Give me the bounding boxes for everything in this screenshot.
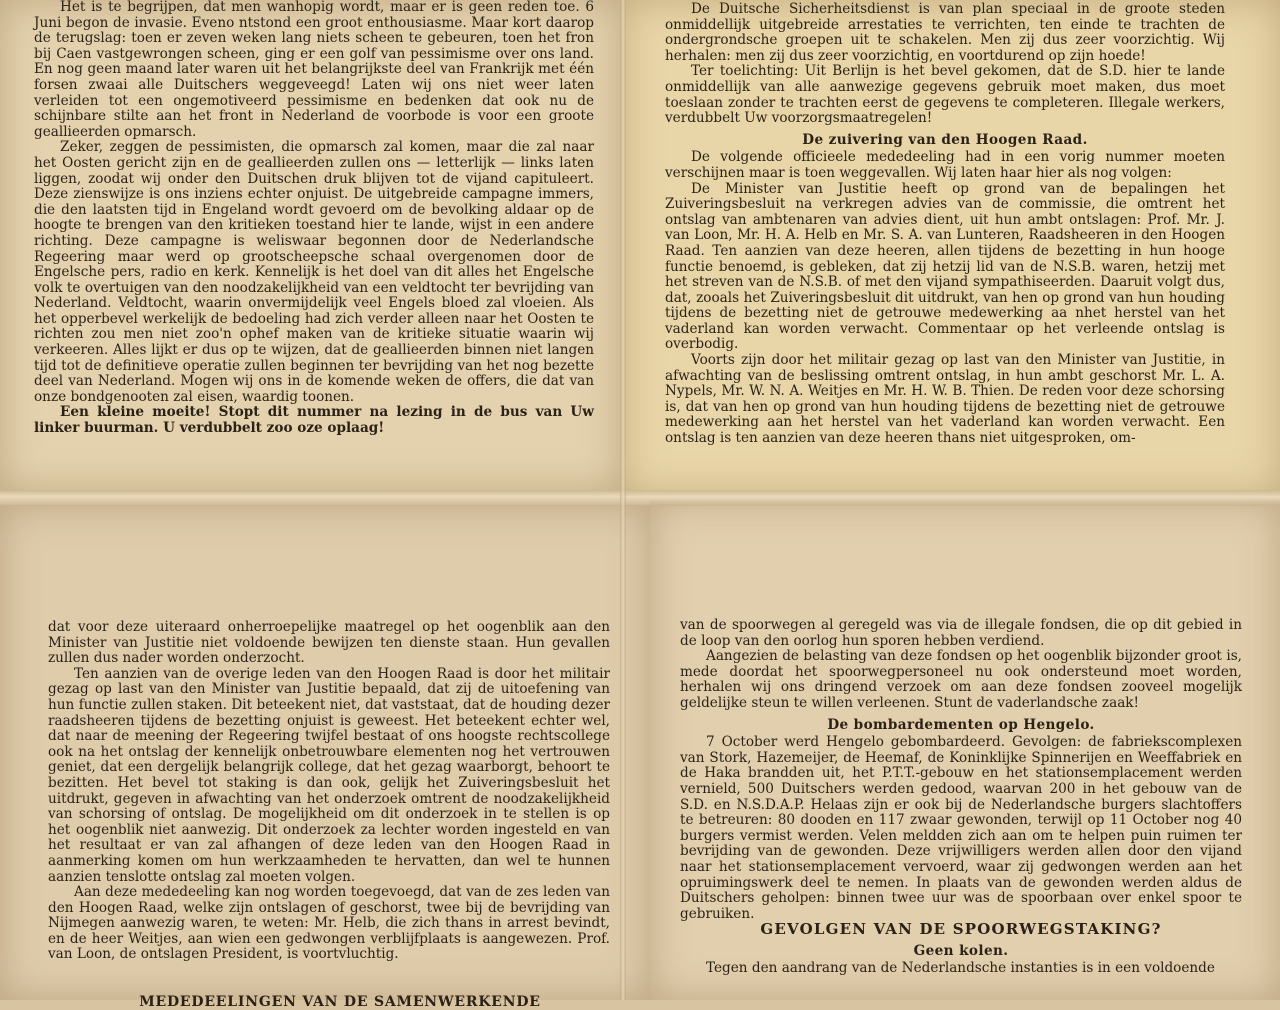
paragraph: Zeker, zeggen de pessimisten, die opmarsch zal komen, maar die zal naar het Oosten gericht zijn en de geallieerden zullen ons — letterlijk — links laten liggen, zoodat wij onder den Duitschen druk blijven tot de vijand capituleert. Deze zienswijze is ons inziens echter onjuist. De uitgebreide campagne immers, die den laatsten tijd in Engeland wordt gevoerd om de bevolking aldaar op de hoogte te brengen van den kritieken toestand hier te lande, wijst in een andere richting. Deze campagne is weliswaar begonnen door de Nederlandsche Regeering maar werd op grootscheepsche schaal overgenomen door de Engelsche pers, radio en kerk. Kennelijk is het doel van dit alles het Engelsche volk te overtuigen van den noodzakelijkheid van een veldtocht ter bevrijding van Nederland. Veldtocht, waarin onvermijdelijk veel Engels bloed zal vloeien. Als het opperbevel werkelijk de bedoeling had zich verder alleen naar het Oosten te richten zou men niet zoo'n ophef maken van de kritieke situatie waarin wij verkeeren. Alles lijkt er dus op te wijzen, dat de geallieerden binnen niet langen tijd tot de definitieve operatie zullen beginnen ter bevrijding van het nog bezette deel van Nederland. Mogen wij ons in de komende weken de offers, die dat van onze bondgenooten zal eisen, waardig toonen. bbox=[34, 139, 594, 405]
column-bottom-right bbox=[680, 618, 1242, 977]
paragraph: De Minister van Justitie heeft op grond van de bepalingen het Zuiveringsbesluit na verkregen advies van de commissie, die omtrent het ontslag van ambtenaren van advies dient, uit hun ambt ontslagen: Prof. Mr. J. van Loon, Mr. H. A. Helb en Mr. S. A. van Lunteren, Raadsheeren in den Hoogen Raad. Ten aanzien van deze heeren, allen tijdens de bezetting in hun hooge functie benoemd, is gebleken, dat zij hetzij lid van de N.S.B. waren, hetzij met het streven van de N.S.B. of met den vijand sympathiseerden. Daaruit volgt dus, dat, zooals het Zuiveringsbesluit dit uitdrukt, van hen op grond van hun houding tijdens de bezetting niet de getrouwe medewerking aa nhet herstel van het vaderland kan worden verwacht. Commentaar op het verleende ontslag is overbodig. bbox=[665, 180, 1225, 353]
big-heading: GEVOLGEN VAN DE SPOORWEGSTAKING? bbox=[760, 920, 1162, 939]
column-bottom-left bbox=[48, 620, 610, 963]
paragraph: De Duitsche Sicherheitsdienst is van plan speciaal in de groote steden onmiddellijk uitgebreide arrestaties te verrichten, ten einde te trachten de ondergrondsche groepen uit te schakelen. Men zij dus zeer voorzichtig. Wij herhalen: men zij dus zeer voorzichtig, en voortdurend op zijn hoede! bbox=[665, 1, 1225, 64]
column-top-left bbox=[34, 0, 594, 437]
paragraph: Het is te begrijpen, dat men wanhopig wordt, maar er is geen reden toe. 6 Juni begon de invasie. Eveno ntstond een groot enthousiasme. Maar kort daarop de terugslag: toen er zeven weken lang niets scheen te gebeuren, toen het fron bij Caen vastgewrongen scheen, ging er een golf van pessimisme over ons land. En nog geen maand later waren uit het belangrijkste deel van Frankrijk met één forsen zwaai alle Duitschers weggeveegd! Laten wij ons niet weer laten verleiden tot een ongemotiveerd pessimisme en bedenken dat ook nu de schijnbare stilte aan het front in Nederland de voorbode is voor een groote geallieerden opmarsch. bbox=[34, 0, 594, 140]
paragraph: Voorts zijn door het militair gezag op last van den Minister van Justitie, in afwachting van de beslissing omtrent ontslag, in hun ambt geschorst Mr. L. A. Nypels, Mr. W. N. A. Weitjes en Mr. H. W. B. Thien. De reden voor deze schorsing is, dat van hen op grond van hun houding tijdens de bezetting niet de getrouwe medewerking aan het herstel van het vaderland kan worden verwacht. Een ontslag is ten aanzien van deze heeren thans niet uitgesproken, om- bbox=[665, 352, 1225, 447]
sub-heading: Geen kolen. bbox=[913, 942, 1009, 959]
paragraph: van de spoorwegen al geregeld was via de illegale fondsen, die op dit gebied in de loop van den oorlog hun sporen hebben verdiend. bbox=[680, 617, 1242, 649]
paragraph: dat voor deze uiteraard onherroepelijke maatregel op het oogenblik aan den Minister van Justitie niet voldoende bewijzen ten dienste staan. Hun gevallen zullen dus nader worden onderzocht. bbox=[48, 619, 610, 667]
section-heading: De zuivering van den Hoogen Raad. bbox=[802, 131, 1088, 148]
vertical-fold bbox=[620, 0, 626, 1000]
column-top-right bbox=[665, 2, 1225, 447]
paragraph: Ten aanzien van de overige leden van den Hoogen Raad is door het militair gezag op last van den Minister van Justitie bepaald, dat zij de uitoefening van hun functie zullen staken. Dit beteekent niet, dat vaststaat, dat de houding dezer raadsheeren tijdens de bezetting onjuist is geweest. Het beteekent echter wel, dat naar de meening der Regeering twijfel bestaat of ons hoogste rechtscollege ook na het ontslag der kennelijk onbetrouwbare elementen nog het vertrouwen geniet, dat een dergelijk belangrijk college, dat het gezag waarborgt, behoort te bezitten. Het bevel tot staking is dan ook, gelijk het Zuiveringsbesluit het uitdrukt, gegeven in afwachting van het onderzoek omtrent de noodzakelijkheid van schorsing of ontslag. De mogelijkheid om dit onderzoek in te stellen is op het oogenblik niet aanwezig. Dit onderzoek za lechter worden ingesteld en van het resultaat er van zal afhangen of deze leden van den Hoogen Raad in aanmerking komen om hun werkzaamheden te hervatten, dan wel te hunnen aanzien tenslotte ontslag zal moeten volgen. bbox=[48, 665, 610, 885]
paragraph: Aangezien de belasting van deze fondsen op het oogenblik bijzonder groot is, mede doordat het spoorwegpersoneel nu ook ondersteund moet worden, herhalen wij ons dringend verzoek om aan deze fondsen zooveel mogelijk geldelijke steun te willen verleenen. Stunt de vaderlandsche zaak! bbox=[680, 648, 1242, 711]
paragraph: Aan deze mededeeling kan nog worden toegevoegd, dat van de zes leden van den Hoogen Raad, welke zijn ontslagen of geschorst, twee bij de bevrijding van Nijmegen aanwezig waren, te weten: Mr. Helb, die zich thans in arrest bevindt, en de heer Weitjes, aan wien een gedwongen verblijfplaats is aangewezen. Prof. van Loon, de ontslagen President, is voortvluchtig. bbox=[48, 884, 610, 963]
horizontal-fold bbox=[0, 490, 1280, 506]
paragraph: Ter toelichting: Uit Berlijn is het bevel gekomen, dat de S.D. hier te lande onmiddellijk van alle aanwezige gegevens gebruik moet maken, dus moet toeslaan zonder te trachten eerst de gegevens te completeren. Illegale werkers, verdubbelt Uw voorzorgsmaatregelen! bbox=[665, 63, 1225, 127]
paragraph: 7 October werd Hengelo gebombardeerd. Gevolgen: de fabriekscomplexen van Stork, Hazemeijer, de Heemaf, de Koninklijke Spinnerijen en Weeffabriek en de Haka brandden uit, het P.T.T.-gebouw en het stationsemplacement werden vernield, 500 Duitschers werden gedood, waarvan 200 in het gebouw van de S.D. en N.S.D.A.P. Helaas zijn er ook bij de Nederlandsche burgers slachtoffers te betreuren: 80 dooden en 117 zwaar gewonden, terwijl op 11 October nog 40 burgers vermist werden. Velen meldden zich aan om te helpen puin ruimen ter bevrijding van de gewonden. Deze vrijwilligers werden allen door den vijand naar het stationsemplacement vervoerd, waar zij gedwongen werden aan het opruimingswerk deel te nemen. In plaats van de gewonden werden aldus de Duitschers geholpen: binnen twee uur was de spoorbaan over enkel spoor te gebruiken. bbox=[680, 734, 1242, 922]
paragraph: De volgende officieele mededeeling had in een vorig nummer moeten verschijnen maar is toen weggevallen. Wij laten haar hier als nog volgen: bbox=[665, 149, 1225, 181]
closing-note: Een kleine moeite! Stopt dit nummer na lezing in de bus van Uw linker buurman. U verdubbelt zoo oze oplaag! bbox=[34, 404, 594, 437]
footer-heading: MEDEDEELINGEN VAN DE SAMENWERKENDE bbox=[139, 994, 541, 1010]
paragraph: Tegen den aandrang van de Nederlandsche instanties is in een voldoende bbox=[706, 960, 1215, 977]
section-heading: De bombardementen op Hengelo. bbox=[827, 716, 1095, 733]
